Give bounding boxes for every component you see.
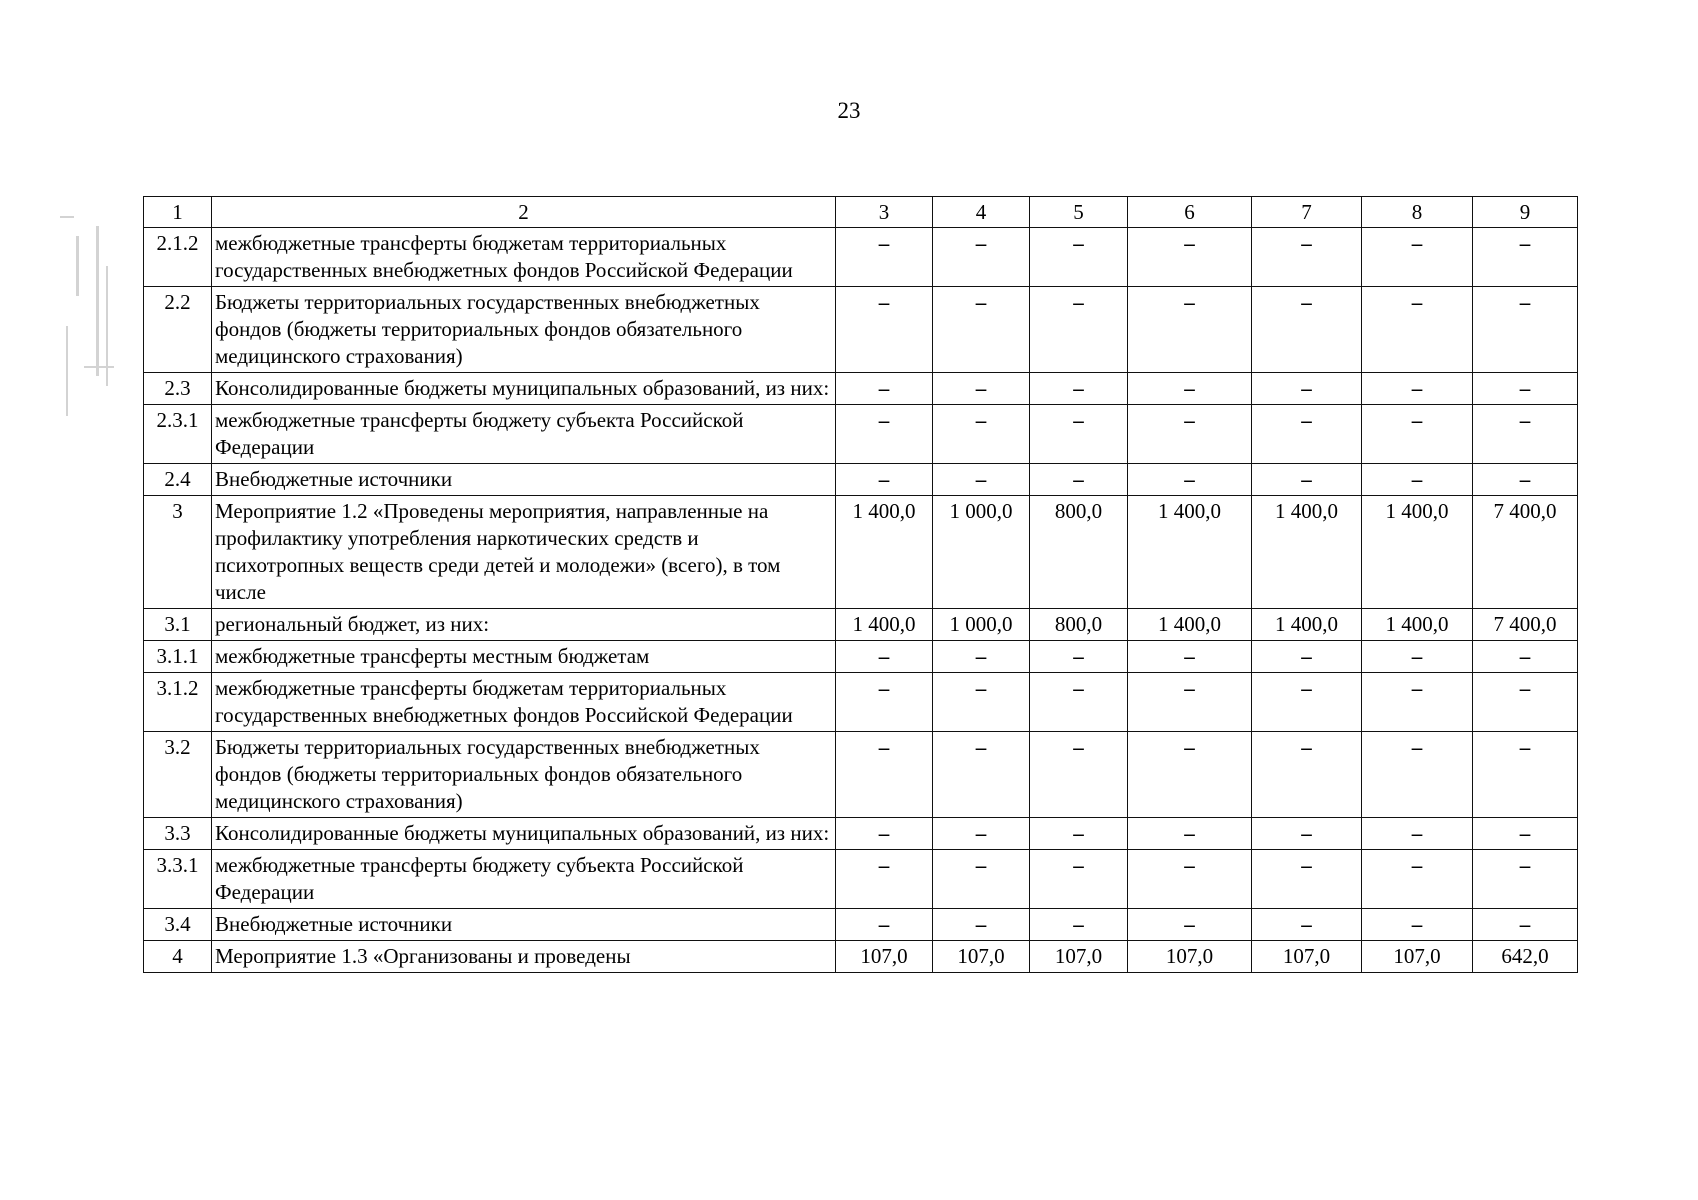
value-cell: – [1473,732,1578,818]
value-cell: – [836,818,933,850]
value-cell: – [1362,405,1473,464]
row-number: 3.1.2 [144,673,212,732]
row-number: 3 [144,496,212,609]
table-header-row [144,197,1578,228]
value-cell: – [933,641,1030,673]
value-cell: 800,0 [1030,496,1128,609]
value-cell: – [933,909,1030,941]
row-number: 2.1.2 [144,228,212,287]
value-cell: 1 400,0 [1362,609,1473,641]
row-description: Консолидированные бюджеты муниципальных образований, из них: [212,818,836,850]
table-row [144,909,1578,941]
row-description: межбюджетные трансферты бюджету субъекта Российской Федерации [212,405,836,464]
row-number: 3.4 [144,909,212,941]
value-cell: – [1128,373,1252,405]
value-cell: – [1030,732,1128,818]
value-cell: 107,0 [1030,941,1128,973]
budget-table-container [143,196,1578,973]
row-number: 3.1.1 [144,641,212,673]
value-cell: – [1128,818,1252,850]
header-cell: 1 [144,197,212,228]
table-body [144,197,1578,973]
row-number: 2.3.1 [144,405,212,464]
value-cell: – [1252,373,1362,405]
table-row [144,373,1578,405]
value-cell: 1 400,0 [1252,609,1362,641]
value-cell: – [1473,673,1578,732]
value-cell: 1 000,0 [933,496,1030,609]
value-cell: – [933,850,1030,909]
value-cell: – [1128,641,1252,673]
row-description: межбюджетные трансферты бюджетам территориальных государственных внебюджетных фондов Российской Федерации [212,673,836,732]
value-cell: – [1473,850,1578,909]
row-description: межбюджетные трансферты бюджету субъекта Российской Федерации [212,850,836,909]
table-row [144,405,1578,464]
value-cell: 107,0 [1362,941,1473,973]
value-cell: 7 400,0 [1473,609,1578,641]
value-cell: 800,0 [1030,609,1128,641]
value-cell: – [1362,732,1473,818]
value-cell: – [1362,373,1473,405]
header-cell: 4 [933,197,1030,228]
value-cell: – [1030,909,1128,941]
value-cell: – [836,464,933,496]
row-number: 4 [144,941,212,973]
row-description: Бюджеты территориальных государственных внебюджетных фондов (бюджеты территориальных фондов обязательного медицинского страхования) [212,287,836,373]
value-cell: – [1362,909,1473,941]
value-cell: – [1252,909,1362,941]
value-cell: – [1128,673,1252,732]
value-cell: 107,0 [1128,941,1252,973]
value-cell: 1 400,0 [836,496,933,609]
value-cell: – [1128,464,1252,496]
value-cell: – [1362,464,1473,496]
value-cell: 107,0 [1252,941,1362,973]
row-description: Мероприятие 1.2 «Проведены мероприятия, направленные на профилактику употребления наркотических средств и психотропных веществ среди детей и молодежи» (всего), в том числе [212,496,836,609]
row-description: Внебюджетные источники [212,464,836,496]
header-cell: 3 [836,197,933,228]
page-number: 23 [837,98,861,123]
value-cell: – [1252,287,1362,373]
value-cell: – [1473,909,1578,941]
value-cell: – [1030,641,1128,673]
value-cell: 1 400,0 [836,609,933,641]
table-row [144,228,1578,287]
value-cell: – [933,287,1030,373]
value-cell: – [1252,464,1362,496]
table-row [144,673,1578,732]
value-cell: 1 000,0 [933,609,1030,641]
value-cell: – [1030,673,1128,732]
value-cell: 107,0 [836,941,933,973]
value-cell: 642,0 [1473,941,1578,973]
value-cell: – [1030,228,1128,287]
value-cell: 1 400,0 [1362,496,1473,609]
value-cell: – [933,464,1030,496]
value-cell: – [1252,228,1362,287]
value-cell: – [836,405,933,464]
header-cell: 6 [1128,197,1252,228]
value-cell: – [836,641,933,673]
value-cell: – [1362,228,1473,287]
header-cell: 7 [1252,197,1362,228]
row-number: 2.4 [144,464,212,496]
value-cell: – [1128,287,1252,373]
value-cell: – [1252,405,1362,464]
row-number: 2.2 [144,287,212,373]
row-number: 3.2 [144,732,212,818]
value-cell: – [1128,850,1252,909]
value-cell: – [836,673,933,732]
value-cell: – [1473,373,1578,405]
value-cell: – [933,732,1030,818]
row-number: 3.3.1 [144,850,212,909]
value-cell: – [836,287,933,373]
row-description: Мероприятие 1.3 «Организованы и проведены [212,941,836,973]
value-cell: – [1473,641,1578,673]
value-cell: – [1252,673,1362,732]
row-description: Бюджеты территориальных государственных внебюджетных фондов (бюджеты территориальных фондов обязательного медицинского страхования) [212,732,836,818]
table-row [144,464,1578,496]
value-cell: 107,0 [933,941,1030,973]
value-cell: – [836,732,933,818]
value-cell: – [1473,228,1578,287]
row-description: региональный бюджет, из них: [212,609,836,641]
value-cell: – [836,373,933,405]
table-row [144,287,1578,373]
value-cell: – [1252,850,1362,909]
value-cell: – [1473,405,1578,464]
value-cell: – [1128,732,1252,818]
table-row [144,641,1578,673]
value-cell: – [933,818,1030,850]
value-cell: – [1252,732,1362,818]
value-cell: – [1030,373,1128,405]
value-cell: – [1128,909,1252,941]
row-description: межбюджетные трансферты бюджетам территориальных государственных внебюджетных фондов Российской Федерации [212,228,836,287]
value-cell: – [836,909,933,941]
value-cell: – [1362,818,1473,850]
table-row [144,818,1578,850]
value-cell: – [1473,818,1578,850]
row-description: Внебюджетные источники [212,909,836,941]
row-number: 2.3 [144,373,212,405]
value-cell: – [1362,850,1473,909]
value-cell: – [1030,405,1128,464]
table-row [144,732,1578,818]
value-cell: – [1362,673,1473,732]
value-cell: – [933,673,1030,732]
value-cell: – [1128,228,1252,287]
value-cell: 1 400,0 [1128,609,1252,641]
row-number: 3.1 [144,609,212,641]
row-description: межбюджетные трансферты местным бюджетам [212,641,836,673]
row-number: 3.3 [144,818,212,850]
table-row [144,496,1578,609]
value-cell: – [1473,464,1578,496]
table-row [144,850,1578,909]
value-cell: – [1362,641,1473,673]
value-cell: – [1030,464,1128,496]
header-cell: 5 [1030,197,1128,228]
value-cell: – [933,228,1030,287]
value-cell: – [1030,850,1128,909]
value-cell: 1 400,0 [1128,496,1252,609]
value-cell: – [1473,287,1578,373]
value-cell: – [1030,287,1128,373]
scan-artifact [56,206,126,426]
value-cell: – [836,228,933,287]
value-cell: – [1128,405,1252,464]
budget-table [143,196,1578,973]
value-cell: – [1252,818,1362,850]
value-cell: – [836,850,933,909]
table-row [144,941,1578,973]
value-cell: 7 400,0 [1473,496,1578,609]
header-cell: 9 [1473,197,1578,228]
table-row [144,609,1578,641]
row-description: Консолидированные бюджеты муниципальных образований, из них: [212,373,836,405]
value-cell: – [1030,818,1128,850]
header-cell: 2 [212,197,836,228]
value-cell: – [933,373,1030,405]
value-cell: – [933,405,1030,464]
header-cell: 8 [1362,197,1473,228]
value-cell: – [1252,641,1362,673]
value-cell: 1 400,0 [1252,496,1362,609]
value-cell: – [1362,287,1473,373]
